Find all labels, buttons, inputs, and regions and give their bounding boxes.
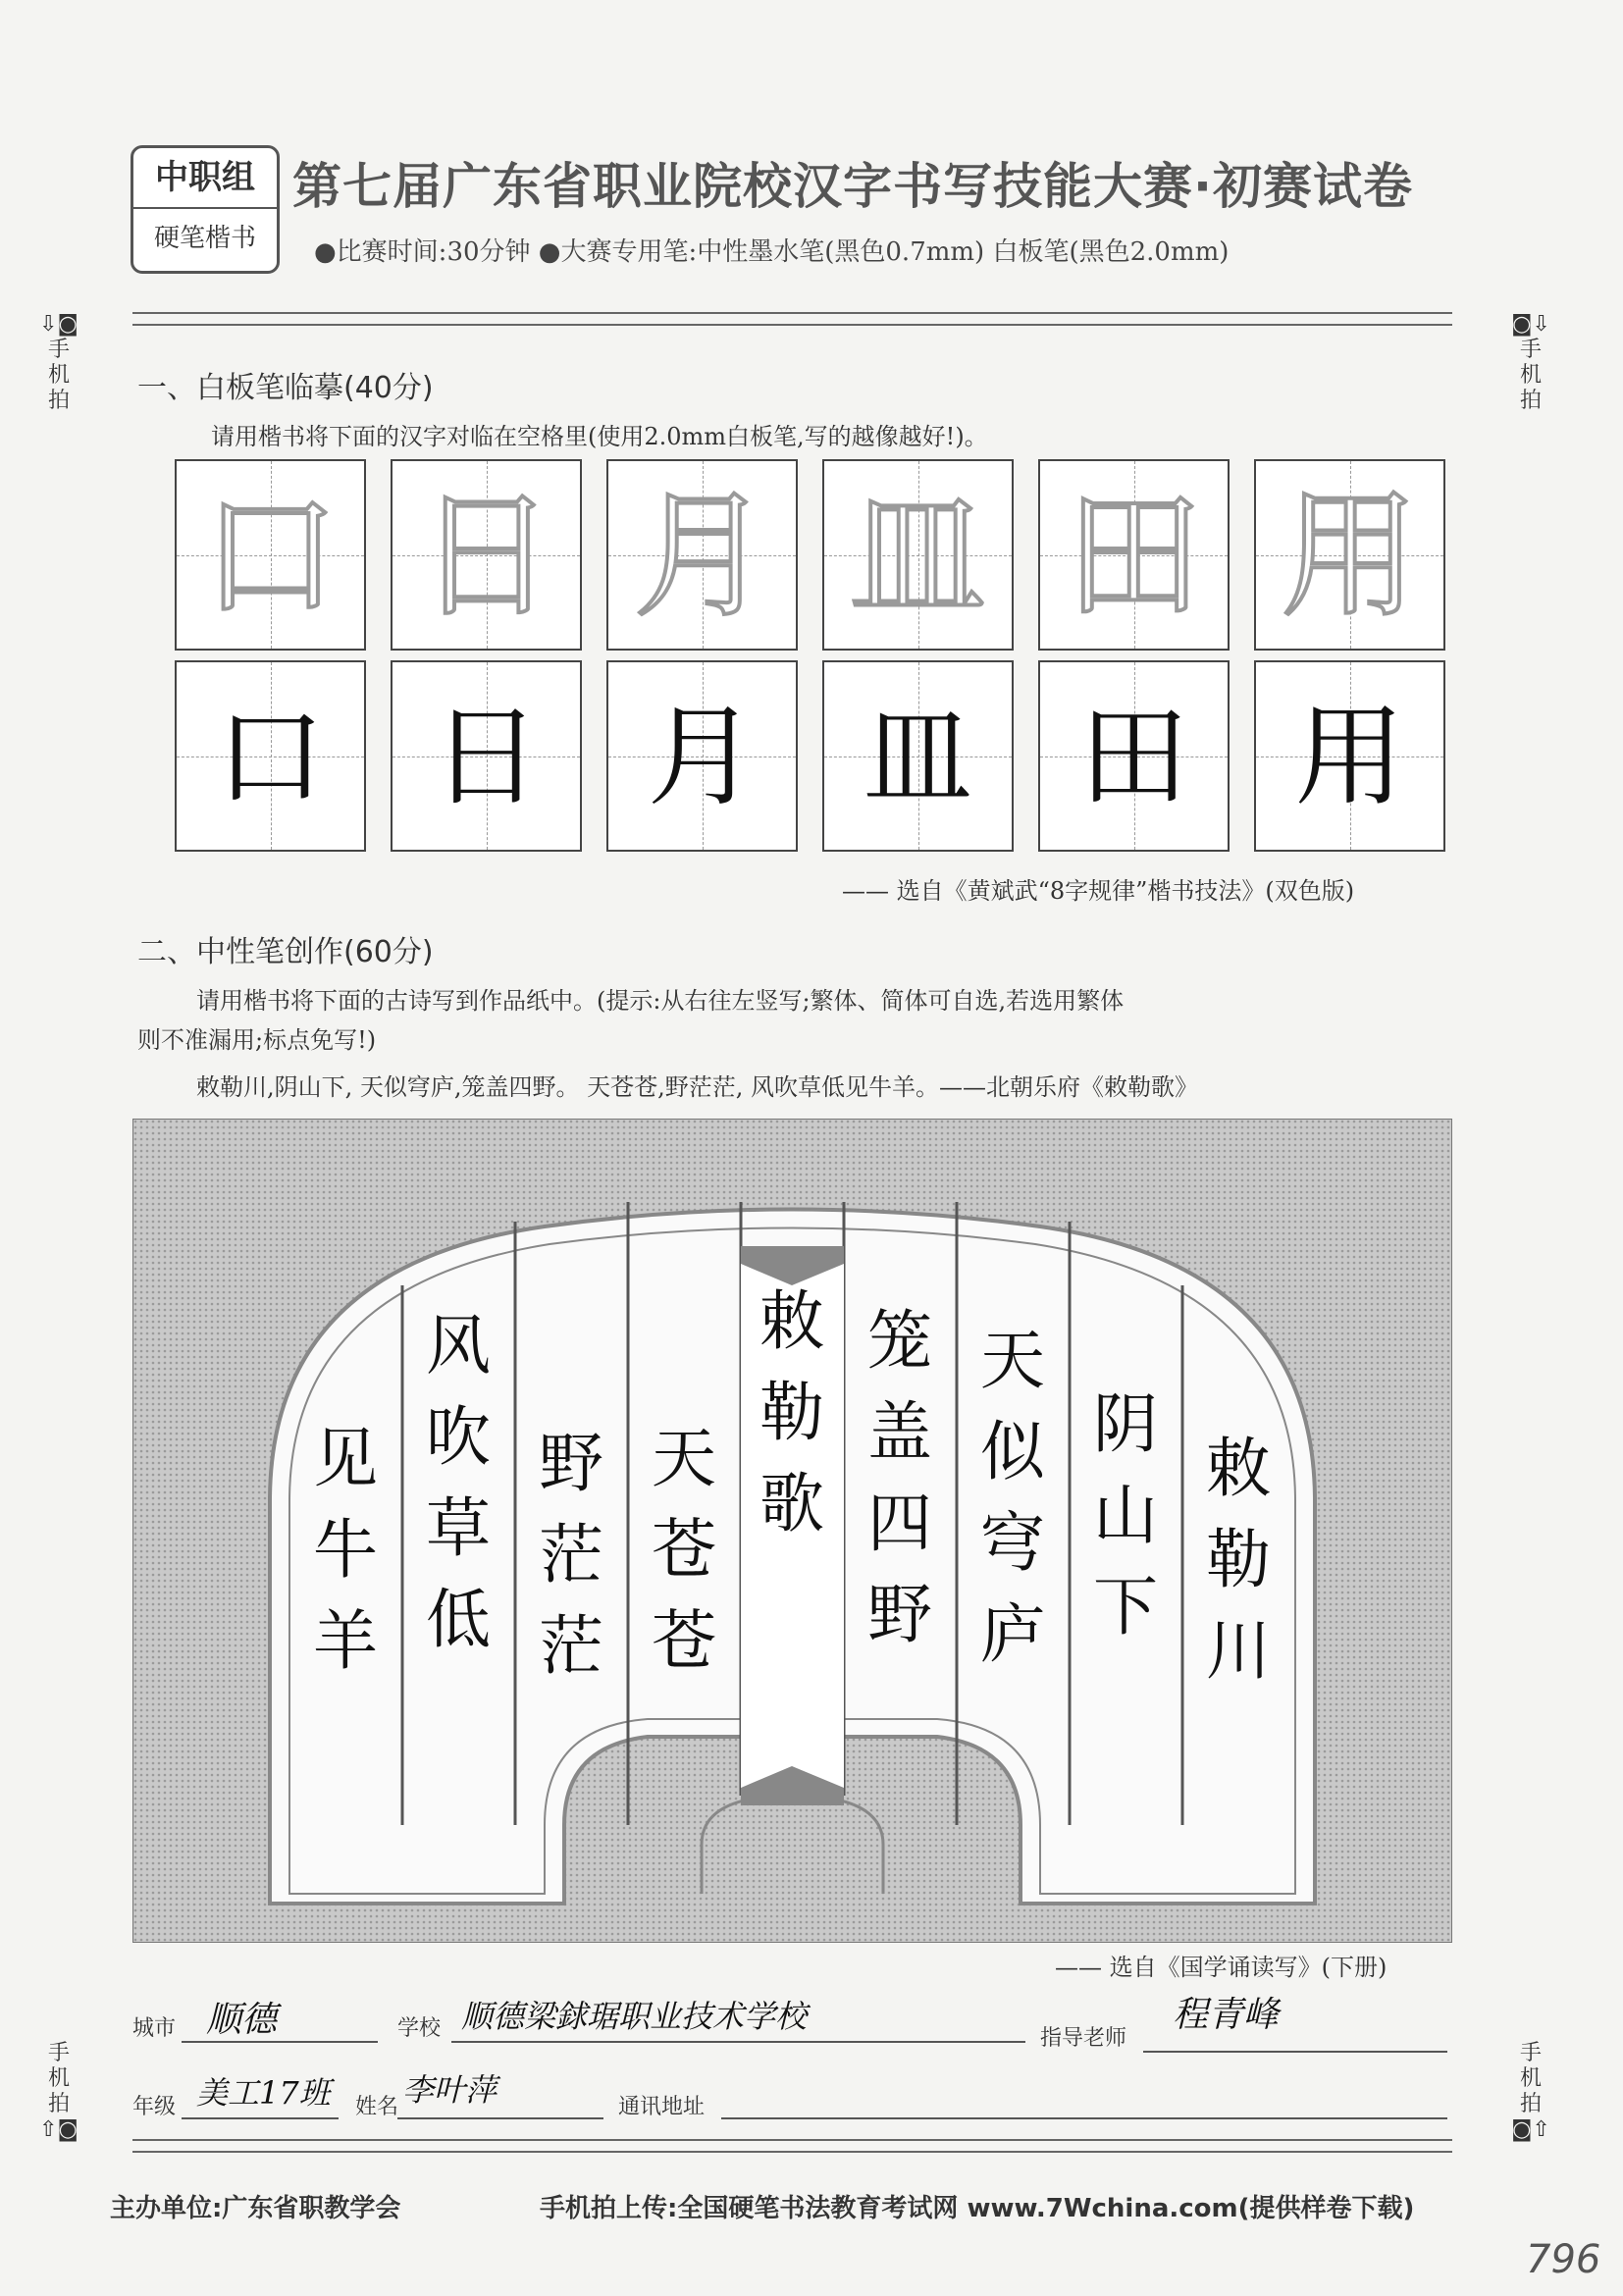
poem-column: 笼盖四野: [867, 1303, 932, 1652]
section2-source: —— 选自《国学诵读写》(下册): [1055, 1954, 1387, 1981]
camera-arrow-icon: ◙⇧: [1511, 2117, 1550, 2142]
artwork-paper: [132, 1119, 1452, 1943]
badge-category-label: 硬笔楷书: [153, 224, 256, 253]
poem-column: 风吹草低: [426, 1308, 491, 1657]
address-label: 通讯地址: [618, 2095, 706, 2119]
name-value[interactable]: 李叶萍: [402, 2071, 497, 2109]
top-separator: [132, 312, 1452, 326]
city-value[interactable]: 顺德: [206, 2000, 278, 2040]
camera-arrow-icon: ◙⇩: [1511, 312, 1550, 337]
exam-title: 第七届广东省职业院校汉字书写技能大赛·初赛试卷: [292, 158, 1413, 215]
poem-column: 天似穹庐: [980, 1323, 1045, 1672]
poem-column: 见牛羊: [313, 1421, 378, 1679]
group-badge: [131, 145, 280, 274]
class-value[interactable]: 美工17班: [196, 2074, 331, 2112]
class-underline: [182, 2117, 339, 2119]
bottom-separator: [132, 2139, 1452, 2153]
teacher-underline: [1143, 2051, 1447, 2053]
model-character: 口: [201, 477, 340, 637]
arrow-camera-icon: ⇧◙: [39, 2117, 79, 2142]
address-underline: [721, 2117, 1447, 2119]
school-underline: [451, 2041, 1025, 2043]
exam-subtitle: ●比赛时间:30分钟 ●大赛专用笔:中性墨水笔(黑色0.7mm) 白板笔(黑色2.0mm): [314, 237, 1230, 267]
model-cell: [391, 459, 582, 651]
model-character: 用: [1281, 477, 1419, 637]
footer-organizer: 主办单位:广东省职教学会: [110, 2194, 401, 2223]
practice-cell: [1038, 660, 1230, 852]
name-label: 姓名: [355, 2095, 399, 2119]
poem-column: 阴山下: [1093, 1386, 1158, 1644]
section2-instruction-2: 则不准漏用;标点免写!): [137, 1026, 377, 1054]
poem-text: 敕勒川,阴山下, 天似穹庐,笼盖四野。 天苍苍,野茫茫, 风吹草低见牛羊。——北朝乐府《敕勒歌》: [196, 1073, 1199, 1101]
poem-column: 野茫茫: [539, 1426, 603, 1684]
class-label: 年级: [132, 2095, 177, 2119]
written-character: 田: [1078, 694, 1189, 821]
model-cell: [1038, 459, 1230, 651]
model-cell: [606, 459, 798, 651]
model-cell: [822, 459, 1014, 651]
section2-heading: 二、中性笔创作(60分): [137, 935, 434, 969]
arrow-camera-icon: ⇩◙: [39, 312, 79, 337]
practice-cell: [822, 660, 1014, 852]
footer-upload: 手机拍上传:全国硬笔书法教育考试网 www.7Wchina.com(提供样卷下载): [540, 2194, 1415, 2223]
school-label: 学校: [397, 2016, 442, 2041]
badge-group-label: 中职组: [133, 148, 277, 209]
practice-cell: [606, 660, 798, 852]
side-note-text: 手机拍: [1519, 338, 1542, 413]
model-character: 日: [417, 477, 555, 637]
side-note-bottom-left: [39, 2041, 79, 2143]
school-value[interactable]: 顺德梁銶琚职业技术学校: [461, 1998, 808, 2035]
name-underline: [397, 2117, 603, 2119]
teacher-value[interactable]: 程青峰: [1173, 1995, 1280, 2035]
poem-title-column: 敕勒歌: [759, 1283, 824, 1541]
side-note-bottom-right: [1511, 2041, 1550, 2143]
model-character: 田: [1065, 477, 1203, 637]
poem-column: 敕勒川: [1206, 1431, 1271, 1689]
written-character: 口: [215, 694, 326, 821]
written-character: 月: [647, 694, 758, 821]
practice-cell: [391, 660, 582, 852]
model-character: 月: [633, 477, 771, 637]
section2-instruction-1: 请用楷书将下面的古诗写到作品纸中。(提示:从右往左竖写;繁体、简体可自选,若选用繁体: [196, 987, 1125, 1015]
side-note-text: 手机拍: [47, 338, 70, 413]
section1-instruction: 请用楷书将下面的汉字对临在空格里(使用2.0mm白板笔,写的越像越好!)。: [211, 423, 988, 450]
side-note-text: 手机拍: [1519, 2041, 1542, 2116]
teacher-label: 指导老师: [1040, 2026, 1127, 2051]
practice-cell: [1254, 660, 1445, 852]
model-cell: [1254, 459, 1445, 651]
written-character: 用: [1294, 694, 1405, 821]
city-underline: [182, 2041, 378, 2043]
side-note-top-right: [1511, 312, 1550, 414]
poem-column: 天苍苍: [652, 1421, 716, 1679]
model-character: 皿: [849, 477, 987, 637]
written-character: 日: [431, 694, 542, 821]
page-number: 796: [1526, 2237, 1601, 2282]
section1-source: —— 选自《黄斌武“8字规律”楷书技法》(双色版): [842, 877, 1355, 905]
section1-heading: 一、白板笔临摹(40分): [137, 371, 434, 405]
model-cell: [175, 459, 366, 651]
practice-cell: [175, 660, 366, 852]
city-label: 城市: [132, 2016, 177, 2041]
side-note-text: 手机拍: [47, 2041, 70, 2116]
written-character: 皿: [863, 694, 973, 821]
side-note-top-left: [39, 312, 79, 414]
